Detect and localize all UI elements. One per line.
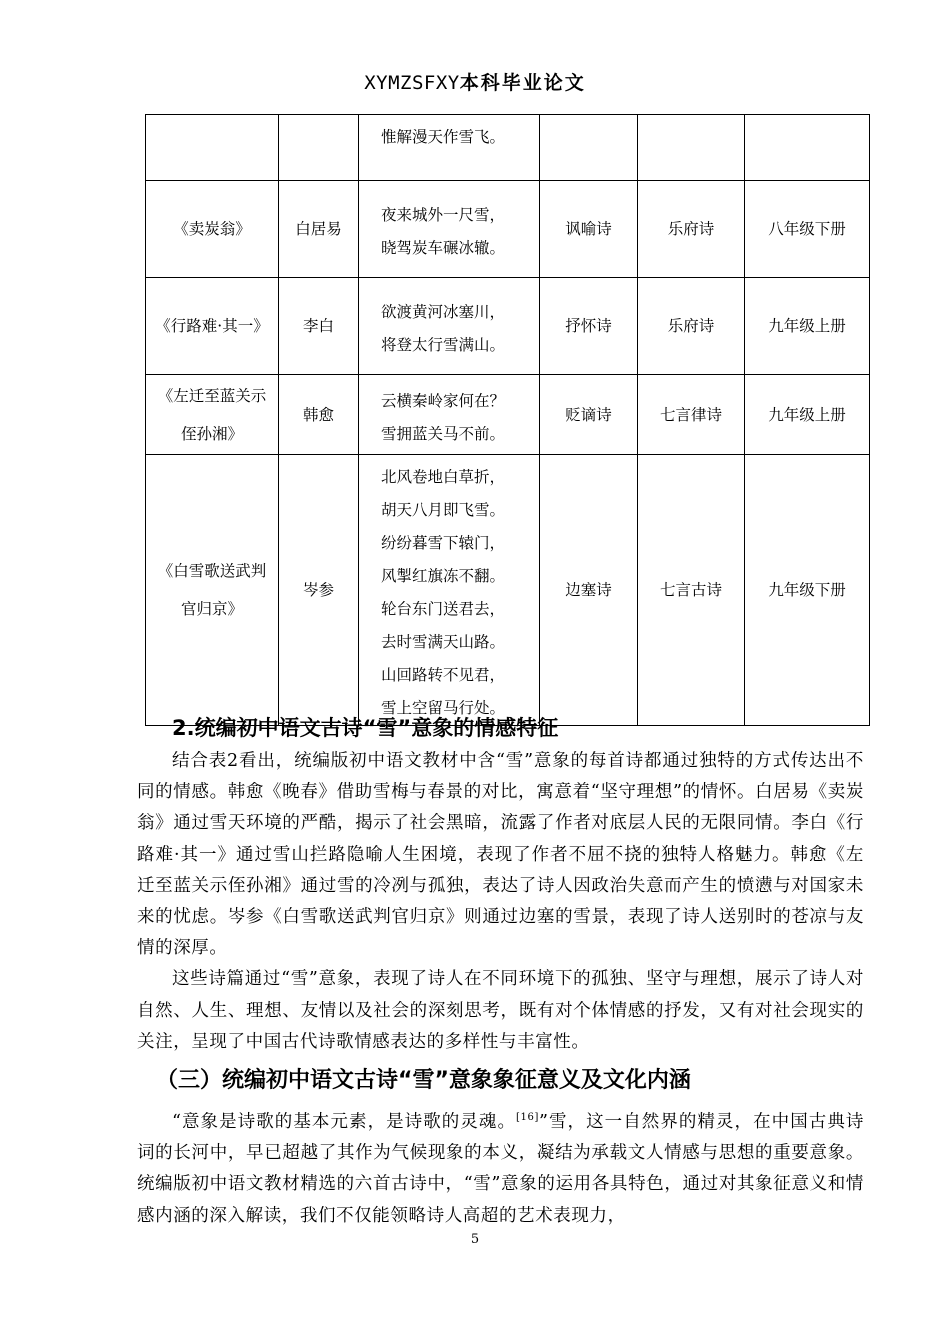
cell-poet: 韩愈	[279, 375, 359, 455]
cell-textbook-grade: 九年级上册	[745, 278, 870, 375]
verse-line: 纷纷暮雪下辕门，	[381, 534, 506, 552]
cell-poem-form: 乐府诗	[638, 181, 745, 278]
table-row	[146, 278, 870, 375]
table-row	[146, 115, 870, 181]
cell-verse	[359, 181, 540, 278]
section-heading: （三）统编初中语文古诗“雪”意象象征意义及文化内涵	[156, 1068, 691, 1093]
verse-line: 雪拥蓝关马不前。	[381, 424, 506, 443]
verse-line: 北风卷地白草折，	[381, 468, 506, 486]
cell-verse	[359, 278, 540, 375]
verse-line: 轮台东门送君去，	[381, 600, 506, 618]
verse-line: 欲渡黄河冰塞川，	[381, 303, 506, 321]
cell-verse	[359, 455, 540, 726]
cell-poem-type: 边塞诗	[540, 455, 638, 726]
paragraph-continuation: ”雪，这一自然界的精灵，在中国古典诗词的长河中，早已超越了其作为气候现象的本义，凝结为承载文人情感与思想的重要意象。统编版初中语文教材精选的六首古诗中，“雪”意象的运用各具特色，通过对其象征意义和情感内涵的深入解读，我们不仅能领略诗人高超的艺术表现力，	[137, 1112, 864, 1226]
cell-textbook-grade: 九年级下册	[745, 455, 870, 726]
cell-textbook-grade: 八年级下册	[745, 181, 870, 278]
cell-poem-title: 《左迁至蓝关示侄孙湘》	[146, 375, 279, 455]
paragraph: 这些诗篇通过“雪”意象，表现了诗人在不同环境下的孤独、坚守与理想，展示了诗人对自然、人生、理想、友情以及社会的深刻思考，既有对个体情感的抒发，又有对社会现实的关注，呈现了中国古代诗歌情感表达的多样性与丰富性。	[137, 969, 864, 1052]
cell-poem-type: 贬谪诗	[540, 375, 638, 455]
cell-poem-type: 抒怀诗	[540, 278, 638, 375]
header-institution-code: XYMZSFXY	[364, 72, 460, 94]
verse-line: 云横秦岭家何在？	[381, 391, 506, 410]
page-header	[0, 68, 950, 95]
cell-verse	[359, 115, 540, 181]
cell-poem-title: 《白雪歌送武判官归京》	[146, 455, 279, 726]
section-heading: 2.统编初中语文古诗“雪”意象的情感特征	[172, 716, 559, 740]
verse-line: 胡天八月即飞雪。	[381, 501, 506, 519]
cell-poem-title: 《卖炭翁》	[146, 181, 279, 278]
verse-line: 将登太行雪满山。	[381, 336, 506, 354]
cell-textbook-grade: 九年级上册	[745, 375, 870, 455]
cell-poem-form	[638, 115, 745, 181]
header-thesis-label: 本科毕业论文	[459, 72, 586, 94]
paragraph: 结合表2看出，统编版初中语文教材中含“雪”意象的每首诗都通过独特的方式传达出不同的情感。韩愈《晚春》借助雪梅与春景的对比，寓意着“坚守理想”的情怀。白居易《卖炭翁》通过雪天环境的严酷，揭示了社会黑暗，流露了作者对底层人民的无限同情。李白《行路难·其一》通过雪山拦路隐喻人生困境，表现了作者不屈不挠的独特人格魅力。韩愈《左迁至蓝关示侄孙湘》通过雪的冷冽与孤独，表达了诗人因政治失意而产生的愤懑与对国家未来的忧虑。岑参《白雪歌送武判官归京》则通过边塞的雪景，表现了诗人送别时的苍凉与友情的深厚。	[137, 751, 864, 959]
cell-poem-type: 讽喻诗	[540, 181, 638, 278]
verse-line: 去时雪满天山路。	[381, 633, 506, 651]
poem-table	[145, 114, 870, 726]
cell-poem-form: 七言律诗	[638, 375, 745, 455]
verse-line: 山回路转不见君，	[381, 666, 506, 684]
cell-poet: 岑参	[279, 455, 359, 726]
cell-poet: 白居易	[279, 181, 359, 278]
section-emotional-features	[0, 712, 950, 1058]
table-row	[146, 455, 870, 726]
cell-poet: 李白	[279, 278, 359, 375]
cell-textbook-grade	[745, 115, 870, 181]
page-number: 5	[470, 1232, 480, 1247]
table-row	[146, 375, 870, 455]
cell-poem-type	[540, 115, 638, 181]
cell-poem-form: 七言古诗	[638, 455, 745, 726]
citation-ref[interactable]: [16]	[516, 1112, 539, 1123]
verse-line: 雪上空留马行处。	[381, 699, 506, 717]
cell-poem-form: 乐府诗	[638, 278, 745, 375]
table-row	[146, 181, 870, 278]
cell-poet	[279, 115, 359, 181]
poem-table-body	[146, 115, 870, 726]
cell-poem-title: 《行路难·其一》	[146, 278, 279, 375]
verse-line: 惟解漫天作雪飞。	[381, 128, 506, 146]
verse-line: 风掣红旗冻不翻。	[381, 567, 506, 585]
verse-line: 夜来城外一尺雪，	[381, 206, 506, 224]
section-symbolic-meaning	[0, 1063, 950, 1232]
cell-verse	[359, 375, 540, 455]
cell-poem-title	[146, 115, 279, 181]
paragraph	[137, 1102, 864, 1232]
quote-text: “意象是诗歌的基本元素，是诗歌的灵魂。	[172, 1112, 517, 1132]
verse-line: 晓驾炭车碾冰辙。	[381, 239, 506, 257]
